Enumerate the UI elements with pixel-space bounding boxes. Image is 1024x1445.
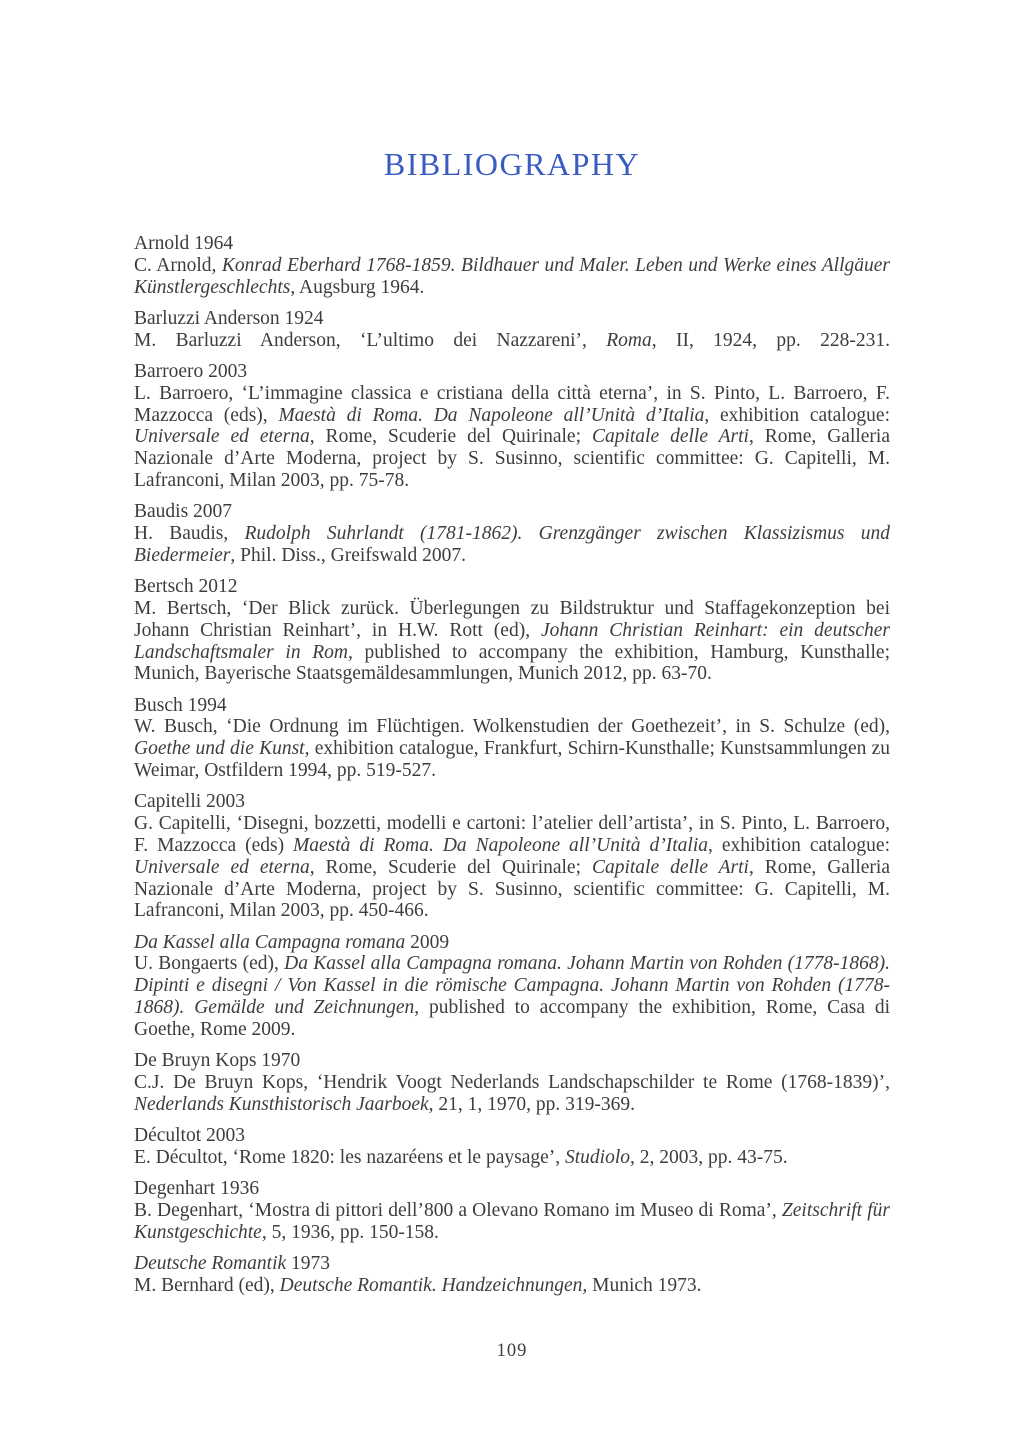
page-title: BIBLIOGRAPHY xyxy=(383,146,641,182)
italic-text-segment: Maestà di Roma. Da Napoleone all’Unità d’Italia xyxy=(278,404,705,426)
entry-reference-label xyxy=(134,932,890,954)
entry-reference-label xyxy=(134,1125,890,1147)
text-segment: G. Capitelli, ‘Disegni, bozzetti, modelli e cartoni: l’atelier dell’artista’, in S. Pinto, L. Barroero, F. Mazzocca (eds) xyxy=(134,813,890,856)
text-segment: , exhibition catalogue, Frankfurt, Schirn-Kunsthalle; Kunstsammlungen zu Weimar, Ostfildern 1994, pp. 519-527. xyxy=(134,738,890,782)
text-segment: M. Bernhard (ed), xyxy=(134,1274,280,1296)
text-segment: , 21, 1, 1970, pp. 319-369. xyxy=(428,1093,636,1115)
text-segment: De Bruyn Kops 1970 xyxy=(134,1050,301,1072)
entry-citation xyxy=(134,1147,890,1169)
entry-citation xyxy=(134,1275,890,1297)
italic-text-segment: Zeitschrift für Kunstgeschichte xyxy=(134,1199,890,1243)
text-segment: published to accompany the exhibition, Hamburg, Kunsthalle; Munich, Bayerische Staatsgemäldesammlungen, Munich 2012, pp. 63-70. xyxy=(134,641,890,685)
text-segment: Baudis 2007 xyxy=(134,501,233,523)
text-segment: Barluzzi Anderson 1924 xyxy=(134,307,324,329)
italic-text-segment: Studiolo xyxy=(565,1146,631,1168)
entry-reference-label xyxy=(134,1253,890,1275)
text-segment: Capitelli 2003 xyxy=(134,791,246,813)
text-segment: Degenhart 1936 xyxy=(134,1178,260,1200)
bibliography-entry xyxy=(134,576,890,685)
text-segment: , Augsburg 1964. xyxy=(290,276,425,298)
text-segment: Barroero 2003 xyxy=(134,360,248,382)
text-segment: M. Bertsch, ‘Der Blick zurück. Überlegungen zu Bildstruktur und Staffagekonzeption bei Johann Christian Reinhart’, in H.W. Rott (ed), xyxy=(134,597,890,641)
entry-citation xyxy=(134,953,890,1040)
entry-reference-label xyxy=(134,1050,890,1072)
text-segment: L. Barroero, ‘L’immagine classica e cristiana della città eterna’, in S. Pinto, L. Barroero, F. Mazzocca (eds), xyxy=(134,382,890,426)
entry-reference-label xyxy=(134,308,890,330)
text-segment: Bertsch 2012 xyxy=(134,576,238,598)
text-segment: 1973 xyxy=(286,1252,331,1274)
entry-reference-label xyxy=(134,695,890,717)
entry-reference-label xyxy=(134,501,890,523)
text-segment: 2009 xyxy=(405,931,450,953)
italic-text-segment: Konrad Eberhard 1768-1859. Bildhauer und Maler. Leben und Werke eines Allgäuer Künstlergeschlechts xyxy=(134,254,890,298)
text-segment: Munich 1973. xyxy=(587,1274,702,1296)
bibliography-entry xyxy=(134,695,890,782)
text-segment: , Rome, Galleria Nazionale d’Arte Moderna, project by S. Susinno, scientific committee: G. Capitelli, M. Lafranconi, Milan 2003, pp. 75-78. xyxy=(134,426,891,491)
bibliography-entry xyxy=(134,233,890,298)
text-segment: B. Degenhart, ‘Mostra di pittori dell’800 a Olevano Romano im Museo di Roma’, xyxy=(134,1199,782,1221)
page-number: 109 xyxy=(496,1341,528,1361)
text-block xyxy=(134,0,890,1297)
text-segment: Arnold 1964 xyxy=(134,233,234,254)
text-segment: , Rome, Scuderie del Quirinale; xyxy=(309,426,592,448)
text-segment: E. Décultot, ‘Rome 1820: les nazaréens et le paysage’, xyxy=(134,1146,566,1168)
entry-reference-label xyxy=(134,1178,890,1200)
italic-text-segment: Roma xyxy=(606,329,652,351)
italic-text-segment: Maestà di Roma. Da Napoleone all’Unità d’Italia xyxy=(293,834,709,856)
italic-text-segment: Deutsche Romantik. Handzeichnungen, xyxy=(279,1274,588,1296)
text-segment: H. Baudis, xyxy=(134,523,245,545)
text-segment: , published to accompany the exhibition, Rome, Casa di Goethe, Rome 2009. xyxy=(134,997,890,1040)
bibliography-list xyxy=(134,233,890,1297)
text-segment: W. Busch, ‘Die Ordnung im Flüchtigen. Wolkenstudien der Goethezeit’, in S. Schulze (ed), xyxy=(134,716,890,738)
bibliography-entry xyxy=(134,1050,890,1115)
bibliography-entry xyxy=(134,1125,890,1169)
entry-citation xyxy=(134,1072,890,1116)
text-segment: , Rome, Scuderie del Quirinale; xyxy=(309,856,592,878)
entry-reference-label xyxy=(134,233,890,255)
text-segment: Busch 1994 xyxy=(134,694,227,716)
bibliography-entry xyxy=(134,1178,890,1243)
entry-citation xyxy=(134,255,890,299)
text-segment: , Phil. Diss., Greifswald 2007. xyxy=(230,544,467,566)
text-segment: , II, 1924, pp. 228-231. xyxy=(651,329,890,351)
text-segment: C.J. De Bruyn Kops, ‘Hendrik Voogt Nederlands Landschapschilder te Rome (1768-1839)’, xyxy=(134,1071,890,1093)
entry-reference-label xyxy=(134,791,890,813)
italic-text-segment: Da Kassel alla Campagna romana. Johann Martin von Rohden (1778-1868). Dipinti e disegni / Von Kassel in die römische Campagna. Johann Martin von Rohden (1778-1868). Gemälde und Zeichnungen xyxy=(134,953,890,1018)
bibliography-entry xyxy=(134,501,890,566)
bibliography-entry xyxy=(134,361,890,492)
entry-citation xyxy=(134,330,890,352)
bibliography-entry xyxy=(134,791,890,922)
entry-citation xyxy=(134,523,890,567)
text-segment: Décultot 2003 xyxy=(134,1124,246,1146)
bibliography-entry xyxy=(134,1253,890,1297)
text-segment: M. Barluzzi Anderson, ‘L’ultimo dei Nazzareni’, xyxy=(134,329,607,351)
entry-reference-label xyxy=(134,361,890,383)
italic-text-segment: Johann Christian Reinhart: ein deutscher Landschaftsmaler in Rom, xyxy=(134,619,890,663)
italic-text-segment: Da Kassel alla Campagna romana xyxy=(134,931,406,953)
entry-citation xyxy=(134,1200,890,1244)
entry-citation xyxy=(134,813,890,922)
text-segment: , 2, 2003, pp. 43-75. xyxy=(630,1146,788,1168)
text-segment: U. Bongaerts (ed), xyxy=(134,953,285,975)
italic-text-segment: Nederlands Kunsthistorisch Jaarboek xyxy=(134,1093,429,1115)
italic-text-segment: Goethe und die Kunst xyxy=(134,738,305,760)
text-segment: , exhibition catalogue: xyxy=(708,834,890,856)
text-segment: C. Arnold, xyxy=(134,254,222,276)
entry-citation xyxy=(134,598,890,685)
entry-reference-label xyxy=(134,576,890,598)
bibliography-entry xyxy=(134,308,890,352)
italic-text-segment: Universale ed eterna xyxy=(134,426,310,448)
entry-citation xyxy=(134,716,890,781)
italic-text-segment: Universale ed eterna xyxy=(134,856,310,878)
text-segment: , 5, 1936, pp. 150-158. xyxy=(261,1221,439,1243)
italic-text-segment: Capitale delle Arti xyxy=(591,426,749,448)
bibliography-entry xyxy=(134,932,890,1041)
text-segment: , exhibition catalogue: xyxy=(704,404,891,426)
italic-text-segment: Rudolph Suhrlandt (1781-1862). Grenzgänger zwischen Klassizismus und Biedermeier xyxy=(134,523,890,566)
text-segment: , Rome, Galleria Nazionale d’Arte Moderna, project by S. Susinno, scientific committee: G. Capitelli, M. Lafranconi, Milan 2003, pp. 450-466. xyxy=(134,856,891,922)
entry-citation xyxy=(134,383,890,492)
italic-text-segment: Capitale delle Arti xyxy=(591,856,749,878)
italic-text-segment: Deutsche Romantik xyxy=(134,1252,287,1274)
